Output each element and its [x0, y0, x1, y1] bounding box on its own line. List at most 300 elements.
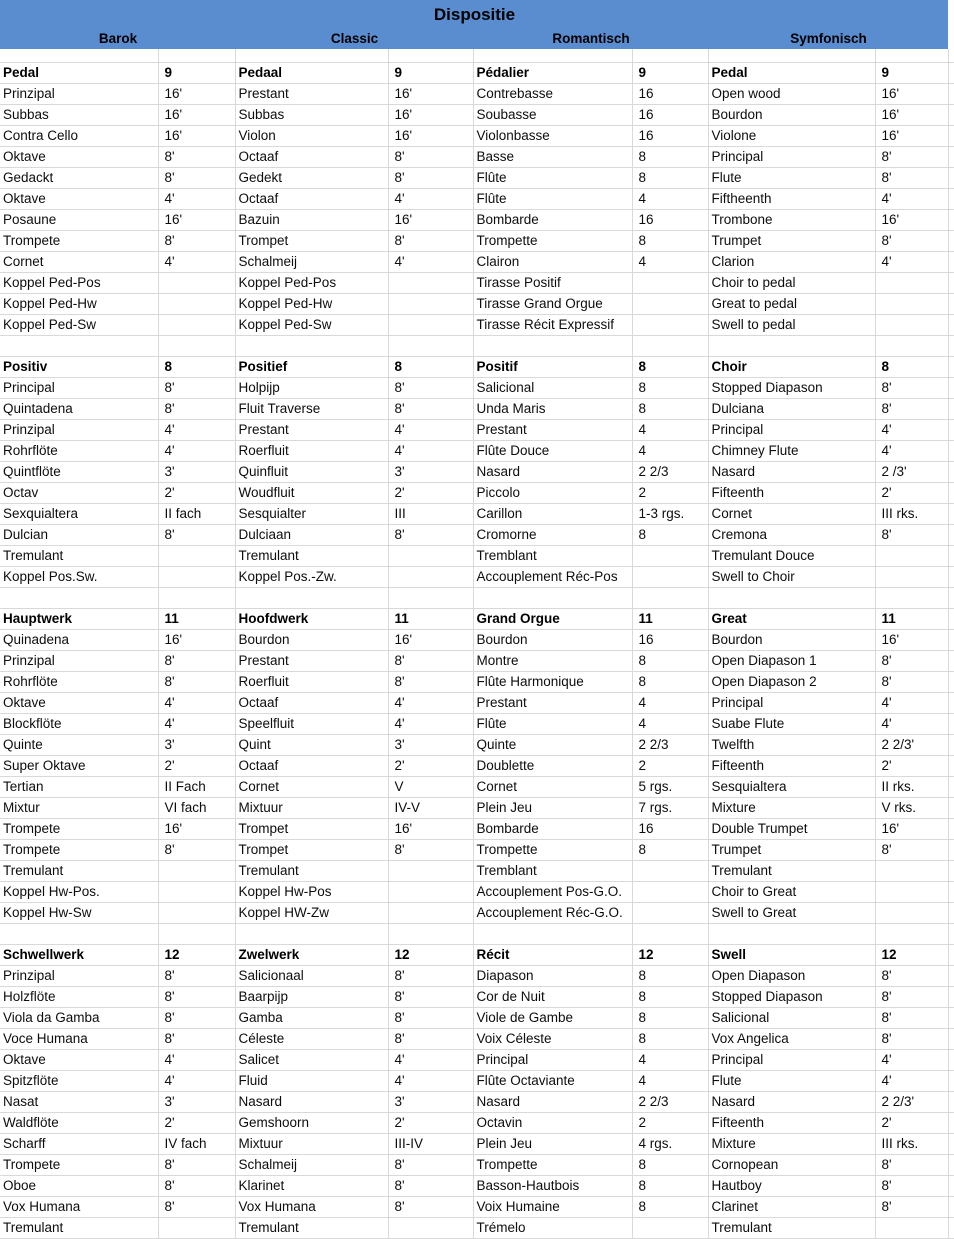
- stop-pitch-cell[interactable]: 8': [388, 378, 473, 399]
- stop-pitch-cell[interactable]: 8: [632, 840, 708, 861]
- stop-pitch-cell[interactable]: 2': [158, 756, 235, 777]
- stop-pitch-cell[interactable]: 4': [158, 714, 235, 735]
- stop-pitch-cell[interactable]: [388, 294, 473, 315]
- stop-pitch-cell[interactable]: 8': [388, 1029, 473, 1050]
- stop-pitch-cell[interactable]: VI fach: [158, 798, 235, 819]
- stop-pitch-cell[interactable]: [158, 1218, 235, 1239]
- stop-pitch-cell[interactable]: 8': [158, 672, 235, 693]
- division-count-cell[interactable]: 8: [875, 357, 948, 378]
- stop-name-cell[interactable]: Flûte Douce: [473, 441, 632, 462]
- stop-pitch-cell[interactable]: 8': [158, 651, 235, 672]
- stop-pitch-cell[interactable]: [875, 1218, 948, 1239]
- stop-pitch-cell[interactable]: 4': [158, 252, 235, 273]
- stop-name-cell[interactable]: Holpijp: [235, 378, 388, 399]
- stop-pitch-cell[interactable]: [388, 273, 473, 294]
- stop-name-cell[interactable]: Roerfluit: [235, 672, 388, 693]
- stop-name-cell[interactable]: Subbas: [0, 105, 158, 126]
- stop-name-cell[interactable]: Trombone: [708, 210, 875, 231]
- stop-pitch-cell[interactable]: 8': [158, 987, 235, 1008]
- stop-name-cell[interactable]: Violon: [235, 126, 388, 147]
- stop-pitch-cell[interactable]: 8: [632, 1155, 708, 1176]
- stop-name-cell[interactable]: Swell to Great: [708, 903, 875, 924]
- blank-cell[interactable]: [158, 924, 235, 945]
- stop-name-cell[interactable]: Gamba: [235, 1008, 388, 1029]
- stop-name-cell[interactable]: Prinzipal: [0, 84, 158, 105]
- stop-pitch-cell[interactable]: 16: [632, 630, 708, 651]
- stop-name-cell[interactable]: Octaaf: [235, 693, 388, 714]
- stop-pitch-cell[interactable]: 8': [158, 525, 235, 546]
- division-count-cell[interactable]: 11: [158, 609, 235, 630]
- stop-pitch-cell[interactable]: II Fach: [158, 777, 235, 798]
- division-name-cell[interactable]: Positief: [235, 357, 388, 378]
- stop-pitch-cell[interactable]: [158, 546, 235, 567]
- stop-name-cell[interactable]: Prestant: [235, 84, 388, 105]
- stop-name-cell[interactable]: Spitzflöte: [0, 1071, 158, 1092]
- stop-pitch-cell[interactable]: 8: [632, 1008, 708, 1029]
- division-count-cell[interactable]: 8: [158, 357, 235, 378]
- division-name-cell[interactable]: Pédalier: [473, 63, 632, 84]
- stop-pitch-cell[interactable]: [158, 567, 235, 588]
- stop-name-cell[interactable]: Unda Maris: [473, 399, 632, 420]
- stop-name-cell[interactable]: Cornet: [235, 777, 388, 798]
- stop-pitch-cell[interactable]: 8': [158, 1197, 235, 1218]
- stop-name-cell[interactable]: Tremulant: [0, 546, 158, 567]
- stop-pitch-cell[interactable]: 8': [388, 987, 473, 1008]
- stop-pitch-cell[interactable]: 16': [158, 84, 235, 105]
- stop-name-cell[interactable]: Prestant: [235, 420, 388, 441]
- stop-name-cell[interactable]: Principal: [708, 693, 875, 714]
- stop-pitch-cell[interactable]: 16': [388, 819, 473, 840]
- division-name-cell[interactable]: Pedal: [708, 63, 875, 84]
- stop-name-cell[interactable]: Viole de Gambe: [473, 1008, 632, 1029]
- stop-name-cell[interactable]: Quinfluit: [235, 462, 388, 483]
- stop-name-cell[interactable]: Fifteenth: [708, 483, 875, 504]
- stop-pitch-cell[interactable]: 3': [158, 462, 235, 483]
- stop-pitch-cell[interactable]: 8': [158, 399, 235, 420]
- stop-pitch-cell[interactable]: 2 2/3: [632, 462, 708, 483]
- stop-pitch-cell[interactable]: 4': [158, 1050, 235, 1071]
- stop-name-cell[interactable]: Trompette: [473, 231, 632, 252]
- stop-name-cell[interactable]: Vox Humana: [0, 1197, 158, 1218]
- stop-pitch-cell[interactable]: 4': [875, 693, 948, 714]
- stop-pitch-cell[interactable]: 4': [388, 189, 473, 210]
- stop-pitch-cell[interactable]: 16': [158, 210, 235, 231]
- stop-pitch-cell[interactable]: 4: [632, 252, 708, 273]
- stop-name-cell[interactable]: Fluit Traverse: [235, 399, 388, 420]
- stop-pitch-cell[interactable]: [632, 546, 708, 567]
- stop-pitch-cell[interactable]: 8': [388, 147, 473, 168]
- stop-name-cell[interactable]: Flûte Harmonique: [473, 672, 632, 693]
- stop-pitch-cell[interactable]: 4': [158, 693, 235, 714]
- stop-name-cell[interactable]: Accouplement Réc-Pos: [473, 567, 632, 588]
- stop-pitch-cell[interactable]: 4: [632, 420, 708, 441]
- stop-pitch-cell[interactable]: [388, 1218, 473, 1239]
- stop-name-cell[interactable]: Twelfth: [708, 735, 875, 756]
- blank-cell[interactable]: [632, 924, 708, 945]
- stop-pitch-cell[interactable]: 2 2/3': [875, 735, 948, 756]
- stop-pitch-cell[interactable]: 4': [875, 252, 948, 273]
- stop-name-cell[interactable]: Mixtuur: [235, 798, 388, 819]
- stop-name-cell[interactable]: Koppel Ped-Sw: [0, 315, 158, 336]
- stop-name-cell[interactable]: Vox Humana: [235, 1197, 388, 1218]
- blank-cell[interactable]: [388, 336, 473, 357]
- stop-name-cell[interactable]: Prinzipal: [0, 651, 158, 672]
- blank-cell[interactable]: [632, 336, 708, 357]
- stop-pitch-cell[interactable]: 8: [632, 987, 708, 1008]
- stop-pitch-cell[interactable]: 4': [388, 1071, 473, 1092]
- stop-name-cell[interactable]: Mixtuur: [235, 1134, 388, 1155]
- stop-name-cell[interactable]: Nasard: [708, 462, 875, 483]
- stop-pitch-cell[interactable]: 2: [632, 756, 708, 777]
- division-count-cell[interactable]: 9: [632, 63, 708, 84]
- stop-pitch-cell[interactable]: V rks.: [875, 798, 948, 819]
- stop-name-cell[interactable]: Koppel Pos.Sw.: [0, 567, 158, 588]
- stop-name-cell[interactable]: Salicional: [708, 1008, 875, 1029]
- stop-pitch-cell[interactable]: 4': [388, 714, 473, 735]
- stop-name-cell[interactable]: Bourdon: [235, 630, 388, 651]
- stop-name-cell[interactable]: Salicionaal: [235, 966, 388, 987]
- stop-pitch-cell[interactable]: 16': [875, 819, 948, 840]
- stop-name-cell[interactable]: Stopped Diapason: [708, 987, 875, 1008]
- stop-pitch-cell[interactable]: [875, 567, 948, 588]
- stop-pitch-cell[interactable]: 8': [875, 987, 948, 1008]
- division-count-cell[interactable]: 9: [875, 63, 948, 84]
- stop-name-cell[interactable]: Scharff: [0, 1134, 158, 1155]
- division-count-cell[interactable]: 8: [388, 357, 473, 378]
- stop-pitch-cell[interactable]: 4': [388, 693, 473, 714]
- stop-name-cell[interactable]: Koppel HW-Zw: [235, 903, 388, 924]
- stop-pitch-cell[interactable]: 8': [388, 231, 473, 252]
- stop-pitch-cell[interactable]: 2': [875, 1113, 948, 1134]
- stop-name-cell[interactable]: Octav: [0, 483, 158, 504]
- stop-pitch-cell[interactable]: 8': [158, 378, 235, 399]
- stop-pitch-cell[interactable]: 4': [388, 252, 473, 273]
- stop-pitch-cell[interactable]: 2': [158, 483, 235, 504]
- stop-pitch-cell[interactable]: 2': [388, 756, 473, 777]
- stop-pitch-cell[interactable]: III-IV: [388, 1134, 473, 1155]
- division-name-cell[interactable]: Schwellwerk: [0, 945, 158, 966]
- stop-pitch-cell[interactable]: 8': [158, 168, 235, 189]
- stop-name-cell[interactable]: Roerfluit: [235, 441, 388, 462]
- stop-pitch-cell[interactable]: 4: [632, 441, 708, 462]
- blank-cell[interactable]: [632, 588, 708, 609]
- stop-pitch-cell[interactable]: 8': [158, 231, 235, 252]
- stop-pitch-cell[interactable]: [875, 294, 948, 315]
- stop-name-cell[interactable]: Fifteenth: [708, 1113, 875, 1134]
- stop-pitch-cell[interactable]: 8': [158, 147, 235, 168]
- stop-pitch-cell[interactable]: [875, 861, 948, 882]
- stop-pitch-cell[interactable]: [632, 567, 708, 588]
- stop-pitch-cell[interactable]: 16': [388, 105, 473, 126]
- stop-pitch-cell[interactable]: 2: [632, 483, 708, 504]
- stop-pitch-cell[interactable]: 8: [632, 378, 708, 399]
- stop-name-cell[interactable]: Swell to pedal: [708, 315, 875, 336]
- stop-name-cell[interactable]: Diapason: [473, 966, 632, 987]
- stop-pitch-cell[interactable]: V: [388, 777, 473, 798]
- stop-pitch-cell[interactable]: 16': [158, 630, 235, 651]
- blank-cell[interactable]: [158, 336, 235, 357]
- stop-name-cell[interactable]: Bombarde: [473, 210, 632, 231]
- style-column-header-symfonisch[interactable]: Symfonisch: [708, 29, 948, 49]
- stop-pitch-cell[interactable]: 4': [875, 1071, 948, 1092]
- stop-pitch-cell[interactable]: [388, 882, 473, 903]
- stop-name-cell[interactable]: Mixture: [708, 1134, 875, 1155]
- stop-pitch-cell[interactable]: 4': [875, 1050, 948, 1071]
- style-column-header-barok[interactable]: Barok: [0, 29, 235, 49]
- blank-cell[interactable]: [388, 588, 473, 609]
- stop-pitch-cell[interactable]: 4': [158, 441, 235, 462]
- stop-name-cell[interactable]: Trumpet: [708, 231, 875, 252]
- stop-pitch-cell[interactable]: 16: [632, 126, 708, 147]
- stop-name-cell[interactable]: Koppel Pos.-Zw.: [235, 567, 388, 588]
- blank-cell[interactable]: [632, 49, 708, 63]
- stop-name-cell[interactable]: Trompete: [0, 819, 158, 840]
- stop-name-cell[interactable]: Trompete: [0, 840, 158, 861]
- stop-pitch-cell[interactable]: 8': [875, 231, 948, 252]
- stop-name-cell[interactable]: Bazuin: [235, 210, 388, 231]
- stop-pitch-cell[interactable]: [388, 567, 473, 588]
- stop-pitch-cell[interactable]: 8': [158, 966, 235, 987]
- stop-name-cell[interactable]: Basson-Hautbois: [473, 1176, 632, 1197]
- division-count-cell[interactable]: 11: [875, 609, 948, 630]
- division-name-cell[interactable]: Positif: [473, 357, 632, 378]
- stop-name-cell[interactable]: Cornopean: [708, 1155, 875, 1176]
- stop-name-cell[interactable]: Koppel Hw-Pos: [235, 882, 388, 903]
- stop-name-cell[interactable]: Quintadena: [0, 399, 158, 420]
- stop-pitch-cell[interactable]: 4': [158, 189, 235, 210]
- blank-cell[interactable]: [0, 336, 158, 357]
- stop-name-cell[interactable]: Dulciaan: [235, 525, 388, 546]
- stop-pitch-cell[interactable]: 8': [388, 672, 473, 693]
- stop-pitch-cell[interactable]: 16': [158, 105, 235, 126]
- stop-name-cell[interactable]: Accouplement Pos-G.O.: [473, 882, 632, 903]
- stop-pitch-cell[interactable]: 8': [388, 840, 473, 861]
- stop-name-cell[interactable]: Cremona: [708, 525, 875, 546]
- stop-pitch-cell[interactable]: 16': [388, 210, 473, 231]
- stop-name-cell[interactable]: Sesquialtera: [708, 777, 875, 798]
- stop-pitch-cell[interactable]: 8': [875, 840, 948, 861]
- stop-pitch-cell[interactable]: 2': [388, 1113, 473, 1134]
- stop-pitch-cell[interactable]: 7 rgs.: [632, 798, 708, 819]
- stop-pitch-cell[interactable]: 16': [158, 819, 235, 840]
- stop-name-cell[interactable]: Cornet: [0, 252, 158, 273]
- stop-pitch-cell[interactable]: 8: [632, 651, 708, 672]
- stop-pitch-cell[interactable]: 2': [158, 1113, 235, 1134]
- stop-name-cell[interactable]: Prestant: [473, 693, 632, 714]
- blank-cell[interactable]: [708, 336, 875, 357]
- stop-pitch-cell[interactable]: 8': [388, 651, 473, 672]
- stop-name-cell[interactable]: Basse: [473, 147, 632, 168]
- stop-name-cell[interactable]: Open Diapason 2: [708, 672, 875, 693]
- stop-pitch-cell[interactable]: 8': [875, 399, 948, 420]
- stop-name-cell[interactable]: Nasard: [473, 462, 632, 483]
- stop-pitch-cell[interactable]: [632, 882, 708, 903]
- stop-name-cell[interactable]: Tremulant: [708, 1218, 875, 1239]
- stop-name-cell[interactable]: Koppel Ped-Hw: [0, 294, 158, 315]
- blank-cell[interactable]: [0, 588, 158, 609]
- stop-pitch-cell[interactable]: 4 rgs.: [632, 1134, 708, 1155]
- stop-name-cell[interactable]: Schalmeij: [235, 252, 388, 273]
- stop-name-cell[interactable]: Oktave: [0, 693, 158, 714]
- stop-name-cell[interactable]: Tirasse Grand Orgue: [473, 294, 632, 315]
- stop-pitch-cell[interactable]: [632, 294, 708, 315]
- stop-pitch-cell[interactable]: [158, 903, 235, 924]
- stop-name-cell[interactable]: Rohrflöte: [0, 672, 158, 693]
- stop-name-cell[interactable]: Vox Angelica: [708, 1029, 875, 1050]
- stop-name-cell[interactable]: Trémelo: [473, 1218, 632, 1239]
- stop-name-cell[interactable]: Tremulant: [708, 861, 875, 882]
- stop-name-cell[interactable]: Clairon: [473, 252, 632, 273]
- stop-pitch-cell[interactable]: [388, 546, 473, 567]
- style-column-header-classic[interactable]: Classic: [235, 29, 473, 49]
- stop-pitch-cell[interactable]: 8: [632, 147, 708, 168]
- stop-pitch-cell[interactable]: 8: [632, 231, 708, 252]
- stop-pitch-cell[interactable]: 8': [875, 651, 948, 672]
- stop-pitch-cell[interactable]: 3': [388, 1092, 473, 1113]
- blank-cell[interactable]: [235, 588, 388, 609]
- stop-pitch-cell[interactable]: 3': [388, 735, 473, 756]
- stop-pitch-cell[interactable]: [875, 546, 948, 567]
- stop-pitch-cell[interactable]: 2: [632, 1113, 708, 1134]
- stop-pitch-cell[interactable]: II fach: [158, 504, 235, 525]
- stop-pitch-cell[interactable]: 8': [875, 966, 948, 987]
- blank-cell[interactable]: [875, 588, 948, 609]
- stop-name-cell[interactable]: Quinadena: [0, 630, 158, 651]
- blank-cell[interactable]: [875, 336, 948, 357]
- stop-name-cell[interactable]: Voix Céleste: [473, 1029, 632, 1050]
- division-name-cell[interactable]: Swell: [708, 945, 875, 966]
- stop-name-cell[interactable]: Quint: [235, 735, 388, 756]
- stop-name-cell[interactable]: Gedekt: [235, 168, 388, 189]
- stop-pitch-cell[interactable]: 2': [875, 756, 948, 777]
- stop-pitch-cell[interactable]: 16: [632, 105, 708, 126]
- stop-name-cell[interactable]: Tremulant: [235, 861, 388, 882]
- stop-name-cell[interactable]: Choir to pedal: [708, 273, 875, 294]
- stop-pitch-cell[interactable]: 8: [632, 525, 708, 546]
- stop-name-cell[interactable]: Contra Cello: [0, 126, 158, 147]
- stop-name-cell[interactable]: Koppel Hw-Pos.: [0, 882, 158, 903]
- stop-pitch-cell[interactable]: [632, 273, 708, 294]
- stop-name-cell[interactable]: Chimney Flute: [708, 441, 875, 462]
- stop-pitch-cell[interactable]: 8': [388, 168, 473, 189]
- stop-pitch-cell[interactable]: 8': [158, 1029, 235, 1050]
- stop-name-cell[interactable]: Prinzipal: [0, 420, 158, 441]
- stop-pitch-cell[interactable]: 4': [388, 420, 473, 441]
- division-count-cell[interactable]: 12: [632, 945, 708, 966]
- stop-pitch-cell[interactable]: 8': [158, 1155, 235, 1176]
- stop-pitch-cell[interactable]: IV-V: [388, 798, 473, 819]
- stop-name-cell[interactable]: Swell to Choir: [708, 567, 875, 588]
- stop-pitch-cell[interactable]: 8': [875, 168, 948, 189]
- stop-name-cell[interactable]: Open Diapason 1: [708, 651, 875, 672]
- stop-pitch-cell[interactable]: III: [388, 504, 473, 525]
- stop-pitch-cell[interactable]: 4: [632, 693, 708, 714]
- stop-pitch-cell[interactable]: 16: [632, 819, 708, 840]
- stop-name-cell[interactable]: Stopped Diapason: [708, 378, 875, 399]
- division-count-cell[interactable]: 11: [388, 609, 473, 630]
- stop-name-cell[interactable]: Bourdon: [708, 105, 875, 126]
- stop-pitch-cell[interactable]: [632, 861, 708, 882]
- stop-name-cell[interactable]: Bombarde: [473, 819, 632, 840]
- stop-pitch-cell[interactable]: [388, 315, 473, 336]
- stop-name-cell[interactable]: Cor de Nuit: [473, 987, 632, 1008]
- stop-pitch-cell[interactable]: 8': [388, 1008, 473, 1029]
- blank-cell[interactable]: [158, 49, 235, 63]
- stop-name-cell[interactable]: Octaaf: [235, 756, 388, 777]
- stop-name-cell[interactable]: Flûte: [473, 189, 632, 210]
- blank-cell[interactable]: [708, 924, 875, 945]
- stop-pitch-cell[interactable]: [388, 903, 473, 924]
- stop-name-cell[interactable]: Flûte: [473, 714, 632, 735]
- division-name-cell[interactable]: Hauptwerk: [0, 609, 158, 630]
- stop-name-cell[interactable]: Viola da Gamba: [0, 1008, 158, 1029]
- stop-name-cell[interactable]: Nasard: [708, 1092, 875, 1113]
- stop-name-cell[interactable]: Hautboy: [708, 1176, 875, 1197]
- stop-pitch-cell[interactable]: 16': [875, 630, 948, 651]
- blank-cell[interactable]: [235, 924, 388, 945]
- stop-pitch-cell[interactable]: 8': [388, 1197, 473, 1218]
- stop-name-cell[interactable]: Trompete: [0, 1155, 158, 1176]
- stop-pitch-cell[interactable]: 16': [875, 210, 948, 231]
- stop-name-cell[interactable]: Quinte: [0, 735, 158, 756]
- stop-pitch-cell[interactable]: 8': [388, 399, 473, 420]
- division-name-cell[interactable]: Zwelwerk: [235, 945, 388, 966]
- stop-pitch-cell[interactable]: 4: [632, 189, 708, 210]
- stop-pitch-cell[interactable]: 16': [875, 126, 948, 147]
- sheet-title[interactable]: Dispositie: [0, 0, 948, 29]
- stop-name-cell[interactable]: Trompete: [0, 231, 158, 252]
- division-name-cell[interactable]: Pedaal: [235, 63, 388, 84]
- stop-name-cell[interactable]: Baarpijp: [235, 987, 388, 1008]
- stop-pitch-cell[interactable]: 8': [875, 525, 948, 546]
- stop-pitch-cell[interactable]: [875, 315, 948, 336]
- stop-pitch-cell[interactable]: 8: [632, 966, 708, 987]
- stop-name-cell[interactable]: Koppel Ped-Hw: [235, 294, 388, 315]
- stop-pitch-cell[interactable]: 4': [388, 1050, 473, 1071]
- stop-pitch-cell[interactable]: [632, 1218, 708, 1239]
- stop-name-cell[interactable]: Gemshoorn: [235, 1113, 388, 1134]
- stop-pitch-cell[interactable]: 4': [158, 1071, 235, 1092]
- stop-name-cell[interactable]: Koppel Ped-Pos: [0, 273, 158, 294]
- division-name-cell[interactable]: Hoofdwerk: [235, 609, 388, 630]
- blank-cell[interactable]: [473, 49, 632, 63]
- stop-name-cell[interactable]: Plein Jeu: [473, 1134, 632, 1155]
- stop-name-cell[interactable]: Gedackt: [0, 168, 158, 189]
- stop-name-cell[interactable]: Carillon: [473, 504, 632, 525]
- stop-pitch-cell[interactable]: [388, 861, 473, 882]
- stop-name-cell[interactable]: Oktave: [0, 147, 158, 168]
- stop-pitch-cell[interactable]: 8': [388, 1176, 473, 1197]
- stop-pitch-cell[interactable]: 16': [388, 84, 473, 105]
- stop-name-cell[interactable]: Tremulant: [235, 546, 388, 567]
- stop-pitch-cell[interactable]: [632, 315, 708, 336]
- stop-pitch-cell[interactable]: 8': [875, 1197, 948, 1218]
- stop-name-cell[interactable]: Prestant: [235, 651, 388, 672]
- division-count-cell[interactable]: 9: [158, 63, 235, 84]
- stop-pitch-cell[interactable]: [875, 903, 948, 924]
- blank-cell[interactable]: [875, 49, 948, 63]
- stop-pitch-cell[interactable]: 8': [158, 1176, 235, 1197]
- stop-pitch-cell[interactable]: 8: [632, 1197, 708, 1218]
- stop-name-cell[interactable]: Open wood: [708, 84, 875, 105]
- stop-name-cell[interactable]: Great to pedal: [708, 294, 875, 315]
- stop-name-cell[interactable]: Mixture: [708, 798, 875, 819]
- blank-cell[interactable]: [388, 924, 473, 945]
- stop-pitch-cell[interactable]: 4': [875, 189, 948, 210]
- stop-name-cell[interactable]: Tremblant: [473, 861, 632, 882]
- stop-name-cell[interactable]: Doublette: [473, 756, 632, 777]
- stop-name-cell[interactable]: Violonbasse: [473, 126, 632, 147]
